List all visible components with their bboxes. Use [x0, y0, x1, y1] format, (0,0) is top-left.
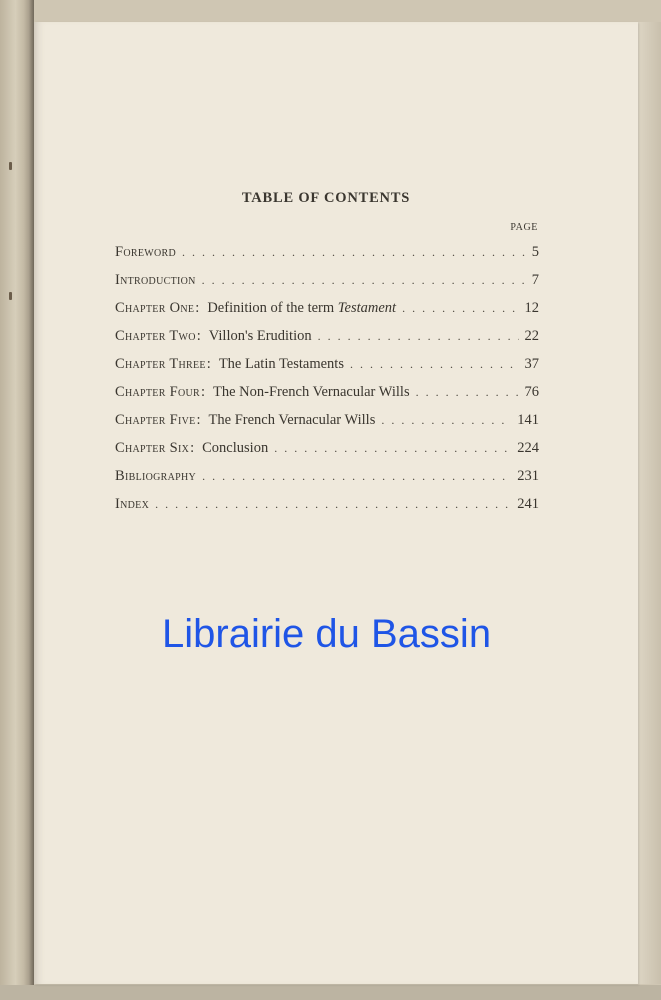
dot-leader	[381, 413, 511, 428]
toc-entry-label: Chapter Five	[115, 412, 196, 428]
toc-entry-label: Chapter Two	[115, 328, 196, 344]
dot-leader	[402, 301, 518, 316]
toc-entry-label: Chapter Three	[115, 356, 206, 372]
toc-entry-name: The Non-French Vernacular Wills	[213, 384, 410, 400]
toc-entry-chapter-two	[115, 328, 539, 348]
toc-page-number: 76	[524, 384, 539, 400]
toc-separator: :	[206, 356, 211, 372]
toc-entry-index	[115, 496, 539, 516]
toc-page-number: 12	[524, 300, 539, 316]
toc-separator: :	[200, 384, 205, 400]
toc-separator: :	[196, 412, 201, 428]
toc-separator: :	[195, 300, 200, 316]
toc-entry-chapter-three	[115, 356, 539, 376]
margin-mark	[9, 292, 12, 300]
toc-entry-foreword	[115, 244, 539, 264]
bottom-edge	[0, 985, 661, 1000]
page-title: TABLE OF CONTENTS	[241, 190, 411, 206]
dot-leader	[202, 273, 526, 288]
dot-leader	[350, 357, 519, 372]
toc-page-number: 7	[531, 272, 539, 288]
toc-entry-chapter-one	[115, 300, 539, 320]
toc-page-number: 141	[517, 412, 539, 428]
page-column-heading: PAGE	[510, 222, 538, 233]
dot-leader	[416, 385, 519, 400]
dot-leader	[182, 245, 526, 260]
right-page-edge	[638, 22, 661, 984]
toc-entry-bibliography	[115, 468, 539, 488]
toc-entry-chapter-six	[115, 440, 539, 460]
toc-entry-chapter-five	[115, 412, 539, 432]
toc-entry-name: Definition of the term	[207, 300, 335, 316]
toc-page-number: 231	[517, 468, 539, 484]
toc-page-number: 224	[517, 440, 539, 456]
toc-entry-label: Foreword	[115, 244, 177, 260]
toc-entry-introduction	[115, 272, 539, 292]
watermark-text: Librairie du Bassin	[162, 612, 492, 656]
toc-separator: :	[190, 440, 195, 456]
toc-page-number: 22	[524, 328, 539, 344]
toc-entry-name: The French Vernacular Wills	[208, 412, 376, 428]
toc-entry-name: The Latin Testaments	[218, 356, 344, 372]
dot-leader	[202, 469, 511, 484]
toc-page-number: 37	[524, 356, 539, 372]
toc-entry-label: Chapter Six	[115, 440, 190, 456]
book-page-edge	[0, 0, 34, 1000]
toc-entry-label: Index	[115, 496, 150, 512]
toc-entry-name: Conclusion	[202, 440, 269, 456]
dot-leader	[155, 497, 511, 512]
toc-entry-name: Villon's Erudition	[208, 328, 312, 344]
dot-leader	[318, 329, 519, 344]
toc-page-number: 5	[531, 244, 539, 260]
toc-entry-label: Chapter Four	[115, 384, 200, 400]
toc-separator: :	[196, 328, 201, 344]
toc-entry-label: Introduction	[115, 272, 196, 288]
margin-mark	[9, 162, 12, 170]
toc-entry-label: Chapter One	[115, 300, 195, 316]
toc-entry-chapter-four	[115, 384, 539, 404]
toc-entry-label: Bibliography	[115, 468, 197, 484]
toc-entry-name-italic: Testament	[337, 300, 397, 316]
toc-page-number: 241	[517, 496, 539, 512]
dot-leader	[274, 441, 511, 456]
